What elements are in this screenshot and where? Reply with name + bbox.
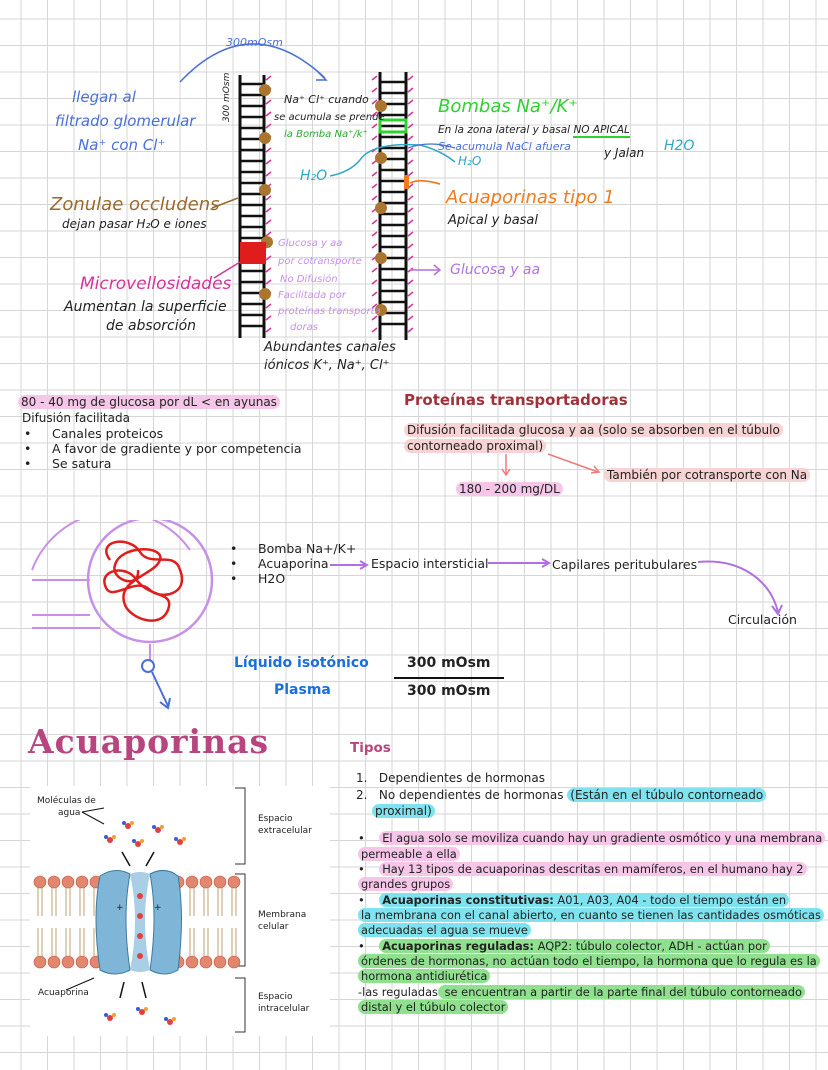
proteinas-title: Proteínas transportadoras (404, 391, 628, 409)
p5-line2: distal y el túbulo colector (358, 1000, 508, 1016)
nacl-l1: Na⁺ Cl⁺ cuando (284, 93, 369, 106)
circulacion: Circulación (728, 612, 797, 627)
moleculas-l2: agua (58, 808, 81, 818)
aquaporin-mark (404, 175, 409, 189)
moleculas-l1: Moléculas de (37, 796, 96, 806)
extra-l1: Espacio (258, 814, 293, 824)
zonulae-sub: dejan pasar H₂O e iones (62, 217, 207, 231)
p2-line2: grandes grupos (358, 877, 453, 893)
liquido-isotonico: Líquido isotónico (234, 655, 369, 671)
acuaporinas-title: Acuaporinas (28, 722, 270, 761)
no-apical: NO APICAL (573, 124, 630, 136)
capilares: Capilares peritubulares (552, 557, 698, 572)
apical-basal: Apical y basal (448, 213, 539, 228)
flow-bullets (228, 541, 356, 586)
jalan: y Jalan (604, 146, 645, 160)
p3-line3: adecuadas el agua se mueve (358, 923, 531, 939)
intra-l1: Espacio (258, 992, 293, 1002)
nacl-l3: la Bomba Na⁺/k⁺ (284, 129, 368, 140)
arc-label: 300mOsm (226, 36, 283, 49)
gluc-l1: Glucosa y aa (278, 238, 343, 249)
glucosa-aa: Glucosa y aa (450, 262, 541, 278)
proteinas-body-l2: contorneado proximal) (404, 438, 546, 454)
h2o-small: H₂O (458, 154, 482, 168)
glucose-bullets (22, 426, 302, 471)
tipo-2-cont: proximal) (372, 804, 435, 820)
glomerulus-tangle (104, 542, 182, 621)
tambien: También por cotransporte con Na (604, 467, 810, 483)
gluc-l4: Facilitada por (278, 290, 346, 301)
llegan-l2: filtrado glomerular (55, 112, 196, 130)
glucose-line2: Difusión facilitada (22, 411, 130, 425)
llegan-l3: Na⁺ con Cl⁺ (78, 136, 166, 154)
gluc-l2: por cotransporte (278, 256, 362, 267)
range: 180 - 200 mg/DL (456, 481, 563, 497)
tipo-1: 1. Dependientes de hormonas (356, 771, 545, 785)
h2o-end: H2O (664, 138, 695, 154)
acua-tipo: Acuaporinas tipo 1 (446, 187, 615, 208)
p1-line1: • El agua solo se moviliza cuando hay un gradiente osmótico y una membrana (358, 831, 825, 847)
p1-line2: permeable a ella (358, 847, 460, 863)
gluc-l6: doras (290, 322, 318, 333)
extra-l2: extracelular (258, 826, 312, 836)
tipo-2: 2. No dependientes de hormonas (Están en el túbulo contorneado (356, 788, 766, 804)
zona-l1: En la zona lateral y basal NO APICAL (438, 124, 630, 136)
zona-l2: Se acumula NaCl afuera (438, 140, 571, 153)
microv-sub1: Aumentan la superficie (64, 299, 227, 315)
p3-line2: la membrana con el canal abierto, en cuanto se tienen las cantidades osmóticas (358, 908, 824, 924)
glucose-bullet: • A favor de gradiente y por competencia (22, 441, 302, 456)
nacl-l2: se acumula se prende (274, 112, 385, 123)
espacio-intersticial: Espacio intersticial (371, 556, 489, 571)
acuaporina-label: Acuaporina (38, 988, 89, 998)
microv-sub2: de absorción (106, 318, 197, 334)
p4-line1: • Acuaporinas reguladas: AQP2: túbulo colector, ADH - actúan por (358, 939, 770, 955)
llegan-l1: llegan al (72, 88, 136, 106)
memb-l2: celular (258, 922, 289, 932)
glucose-bullet: • Canales proteicos (22, 426, 302, 441)
plasma: Plasma (274, 682, 331, 698)
red-block (240, 242, 266, 264)
flow-bullet: • Acuaporina (228, 556, 356, 571)
zonulae-title: Zonulae occludens (50, 194, 220, 215)
p4-line3: hormona antidiurética (358, 969, 490, 985)
svg-text:+: + (116, 903, 124, 913)
bottom-l2: iónicos K⁺, Na⁺, Cl⁺ (264, 358, 390, 373)
osm-denominator: 300 mOsm (407, 683, 491, 699)
gluc-l5: proteínas transporta (278, 306, 381, 317)
p2-line1: • Hay 13 tipos de acuaporinas descritas en mamíferos, en el humano hay 2 (358, 862, 807, 878)
bowman-capsule (88, 520, 212, 642)
glucose-line1: 80 - 40 mg de glucosa por dL < en ayunas (18, 394, 280, 410)
p4-line2: órdenes de hormonas, no actúan todo el tiempo, la hormona que lo regula es la (358, 954, 820, 970)
microv-title: Microvellosidades (80, 274, 232, 294)
tipos-title: Tipos (350, 740, 391, 756)
flow-bullet: • Bomba Na+/K+ (228, 541, 356, 556)
fraction-line (394, 677, 504, 679)
gluc-l3: No Difusión (280, 274, 338, 285)
bottom-l1: Abundantes canales (264, 340, 396, 355)
memb-l1: Membrana (258, 910, 307, 920)
p5-line1: -las reguladas se encuentran a partir de la parte final del túbulo contorneado (358, 985, 805, 1001)
flow-bullet: • H2O (228, 571, 356, 586)
svg-text:+: + (154, 903, 162, 913)
p3-line1: • Acuaporinas constitutivas: A01, A03, A04 - todo el tiempo están en (358, 893, 789, 909)
bombas-title: Bombas Na⁺/K⁺ (438, 96, 578, 117)
h2o-middle: H₂O (300, 168, 328, 184)
osm-numerator: 300 mOsm (407, 655, 491, 671)
top-arc-arrow (180, 44, 325, 82)
left-ladder (240, 75, 264, 338)
vertical-osm: 300 mOsm (222, 72, 232, 122)
intra-l2: intracelular (258, 1004, 310, 1014)
glucose-bullet: • Se satura (22, 456, 302, 471)
proteinas-body-l1: Difusión facilitada glucosa y aa (solo se absorben en el túbulo (404, 422, 783, 438)
proteinas-arrows (500, 452, 610, 484)
